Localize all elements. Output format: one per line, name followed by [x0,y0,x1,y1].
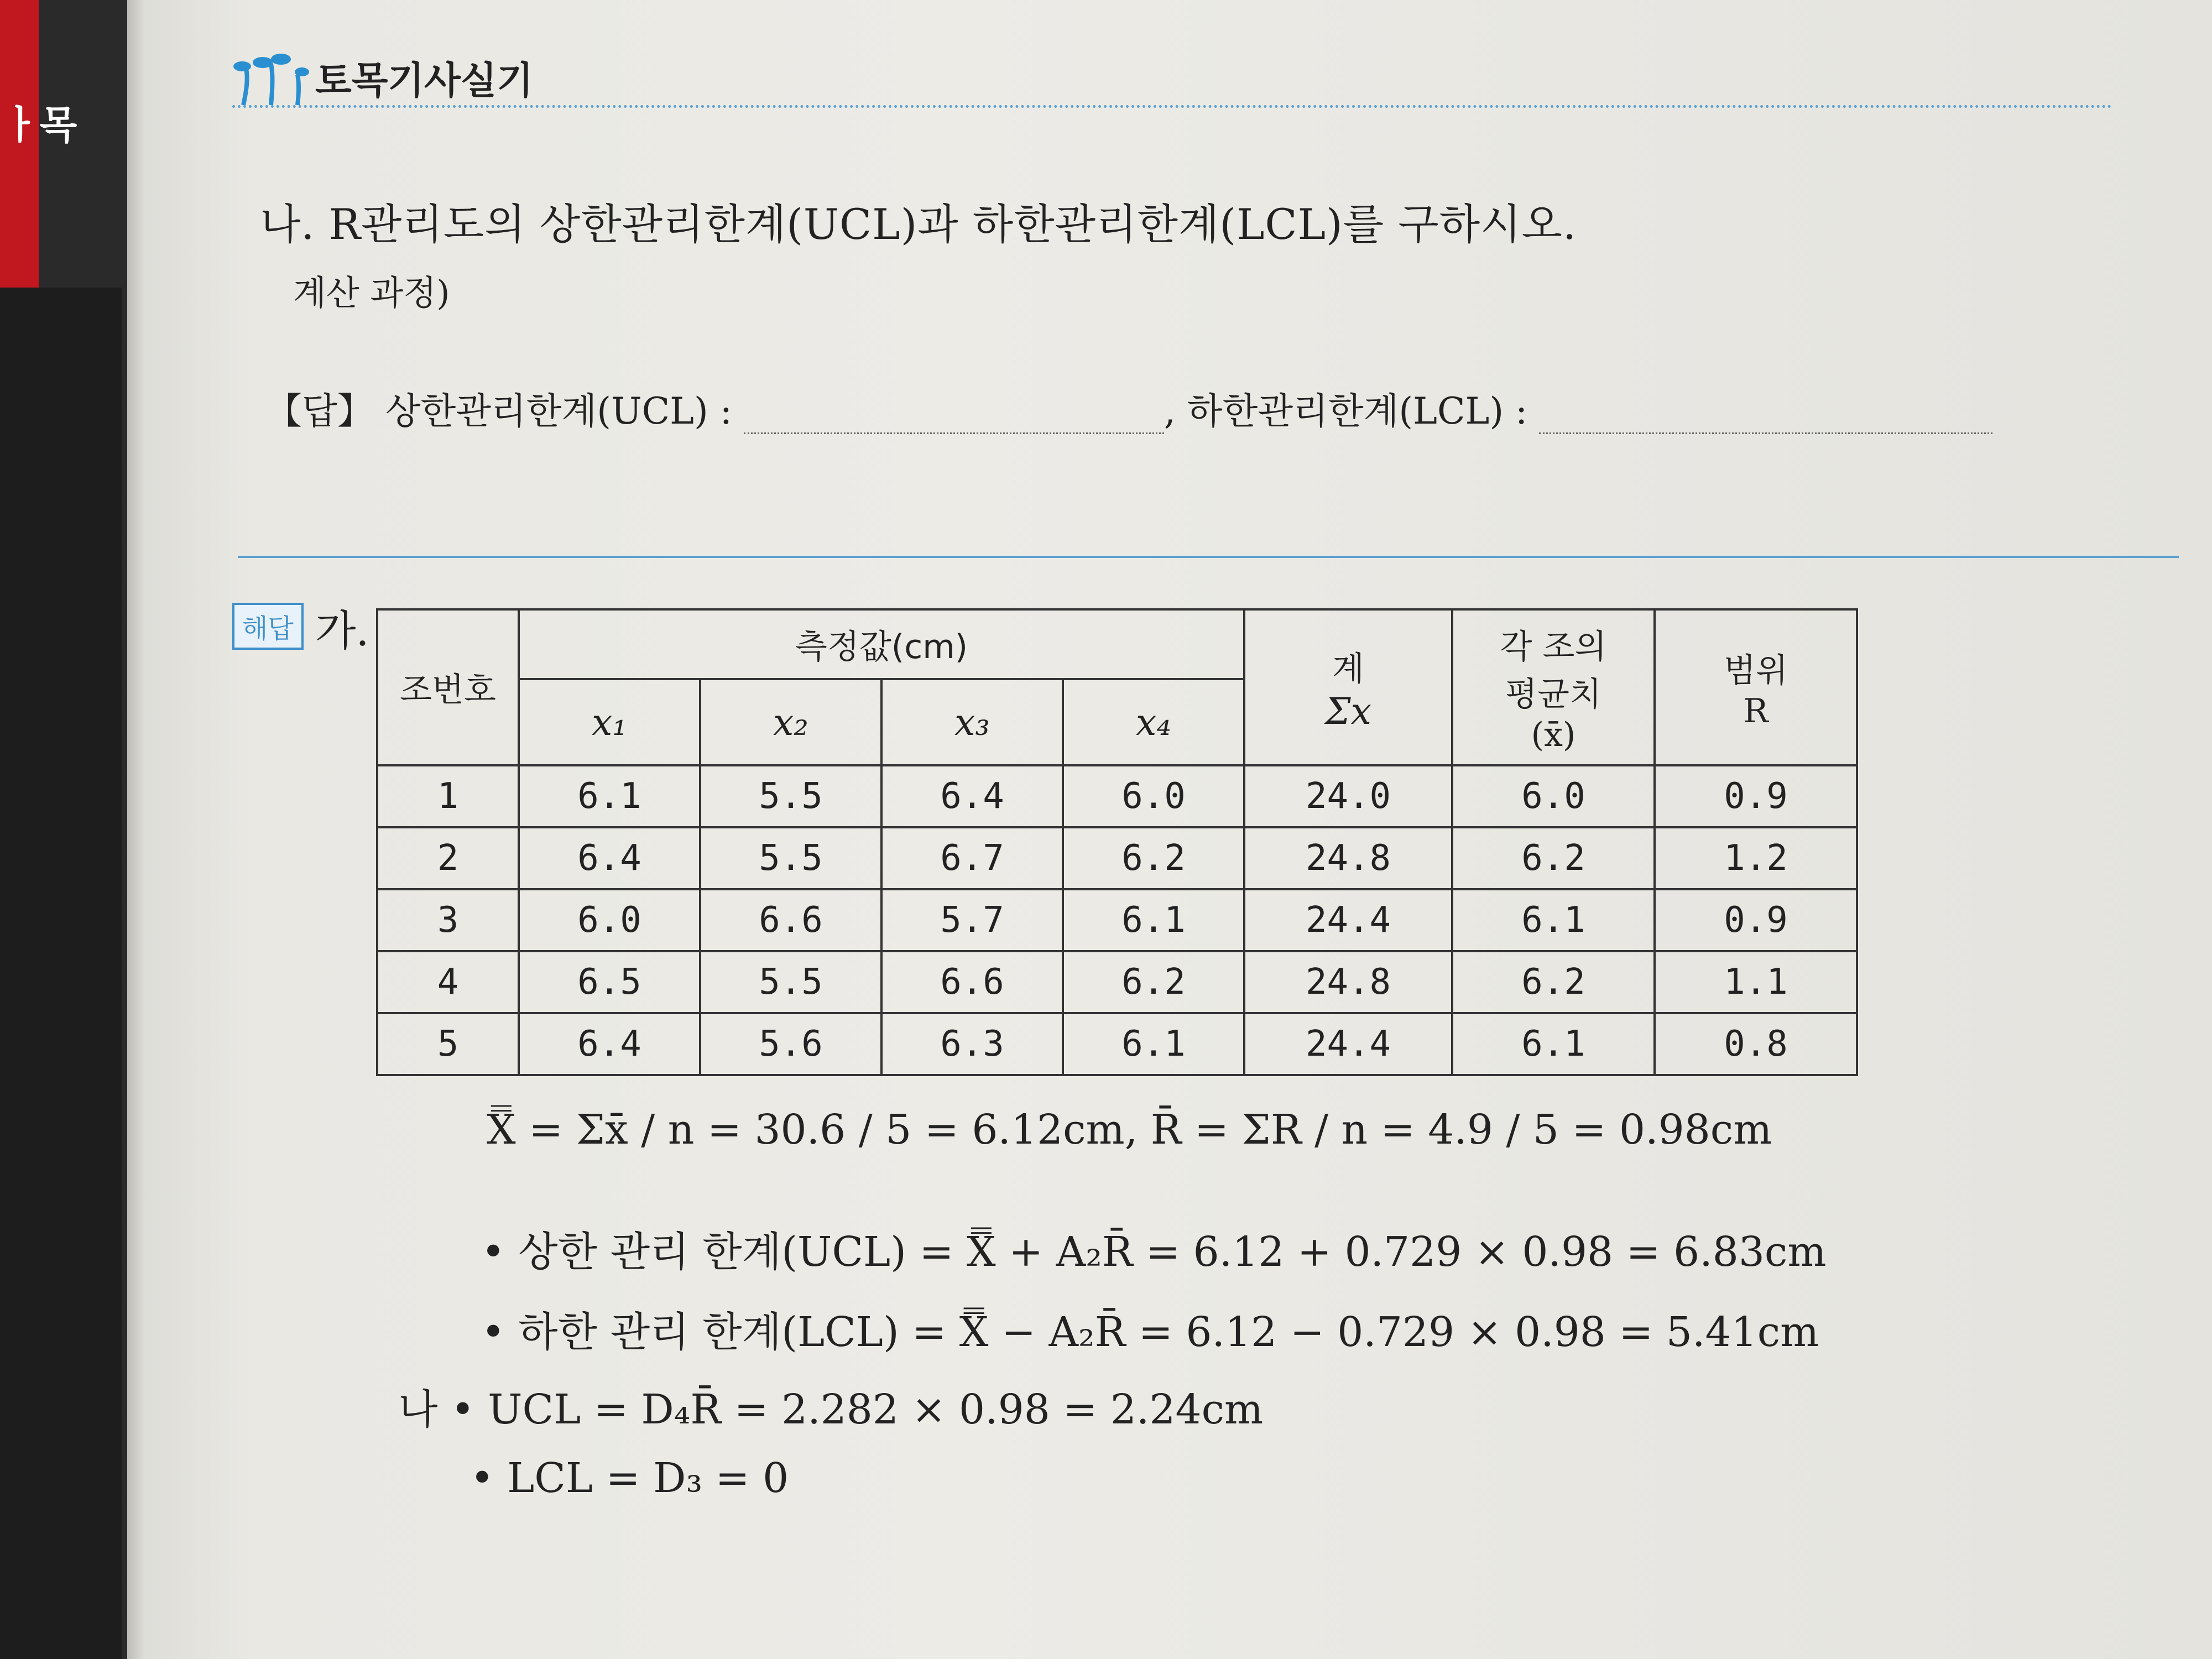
header-x3: x₃ [881,679,1063,765]
header-sum-line1: 계 [1332,649,1364,688]
table-cell: 1 [377,765,519,827]
table-cell: 24.4 [1244,889,1452,951]
question-text: 나. R관리도의 상한관리한계(UCL)과 하한관리한계(LCL)를 구하시오. [260,200,1577,249]
section-divider [238,556,2179,558]
table-cell: 6.4 [881,765,1063,827]
answer-lcl-blank [1539,399,1992,434]
table-cell: 0.8 [1655,1013,1857,1075]
table-cell: 6.5 [519,951,700,1013]
table-row [377,765,1857,827]
header-range [1655,609,1857,765]
table-row [377,951,1857,1013]
table-cell: 6.7 [881,827,1063,889]
book-header-title: 토목기사실기 [315,59,534,103]
header-x1: x₁ [519,679,700,765]
table-cell: 6.2 [1063,827,1244,889]
header-divider [232,105,2112,108]
measurement-table [376,608,1858,1076]
solution-badge: 해답 [232,603,304,650]
header-x4: x₄ [1063,679,1244,765]
table-cell: 6.0 [1452,765,1655,827]
calc-process-label: 계산 과정) [293,273,450,313]
table-cell: 2 [377,827,519,889]
table-cell: 6.0 [1063,765,1244,827]
table-cell: 6.1 [1063,889,1244,951]
header-range-line1: 범위 [1724,651,1788,690]
answer-ucl-blank [744,399,1164,434]
answer-ucl-label: 【답】 상한관리한계(UCL) : [265,390,732,432]
table-cell: 5.7 [881,889,1063,951]
table-cell: 24.4 [1244,1013,1452,1075]
formula-r-ucl: 나 • UCL = D₄R̄ = 2.282 × 0.98 = 2.24cm [398,1386,1264,1433]
table-cell: 5.6 [700,1013,881,1075]
answer-line [265,382,1992,434]
table-cell: 0.9 [1655,765,1857,827]
table-cell: 0.9 [1655,889,1857,951]
table-row [377,1013,1857,1075]
table-cell: 5.5 [700,951,881,1013]
table-cell: 5.5 [700,827,881,889]
page-edge [127,0,144,1659]
background-shadow [0,288,122,1659]
header-range-line2: R [1743,692,1768,731]
sprout-logo-icon [232,47,310,108]
table-row [377,827,1857,889]
table-cell: 4 [377,951,519,1013]
table-cell: 6.1 [1063,1013,1244,1075]
table-cell: 6.6 [881,951,1063,1013]
header-x2: x₂ [700,679,881,765]
header-mean [1452,609,1655,765]
table-cell: 24.8 [1244,951,1452,1013]
table-cell: 6.4 [519,1013,700,1075]
header-mean-line2: 평균치 [1505,675,1601,714]
formula-ucl: • 상한 관리 한계(UCL) = X̿ + A₂R̄ = 6.12 + 0.729 × 0.98 = 6.83cm [481,1228,1827,1276]
answer-lcl-label: , 하한관리한계(LCL) : [1164,390,1528,432]
table-row [377,889,1857,951]
header-mean-line3: (x̄) [1531,716,1576,754]
table-cell: 1.1 [1655,951,1857,1013]
formula-lcl: • 하한 관리 한계(LCL) = X̿ − A₂R̄ = 6.12 − 0.729 × 0.98 = 5.41cm [481,1308,1819,1356]
table-cell: 6.1 [1452,889,1655,951]
table-cell: 6.1 [1452,1013,1655,1075]
cover-fragment: ㅏ목 [2,102,77,148]
table-cell: 6.2 [1452,827,1655,889]
table-cell: 24.8 [1244,827,1452,889]
table-cell: 5.5 [700,765,881,827]
table-cell: 5 [377,1013,519,1075]
table-cell: 6.6 [700,889,881,951]
table-cell: 6.2 [1452,951,1655,1013]
table-cell: 6.1 [519,765,700,827]
table-cell: 6.2 [1063,951,1244,1013]
table-cell: 1.2 [1655,827,1857,889]
table-cell: 3 [377,889,519,951]
header-mean-line1: 각 조의 [1500,628,1607,666]
table-cell: 6.4 [519,827,700,889]
header-sum [1244,609,1452,765]
table-cell: 6.3 [881,1013,1063,1075]
formula-r-lcl: • LCL = D₃ = 0 [470,1454,789,1502]
formula-means: X̿ = Σx̄ / n = 30.6 / 5 = 6.12cm, R̄ = ΣR / n = 4.9 / 5 = 0.98cm [487,1106,1772,1154]
part-a-label: 가. [315,606,369,655]
table-cell: 6.0 [519,889,700,951]
table-cell: 24.0 [1244,765,1452,827]
header-sum-line2: Σx [1325,690,1371,733]
header-group-no: 조번호 [377,609,519,765]
header-measure: 측정값(cm) [519,609,1244,679]
